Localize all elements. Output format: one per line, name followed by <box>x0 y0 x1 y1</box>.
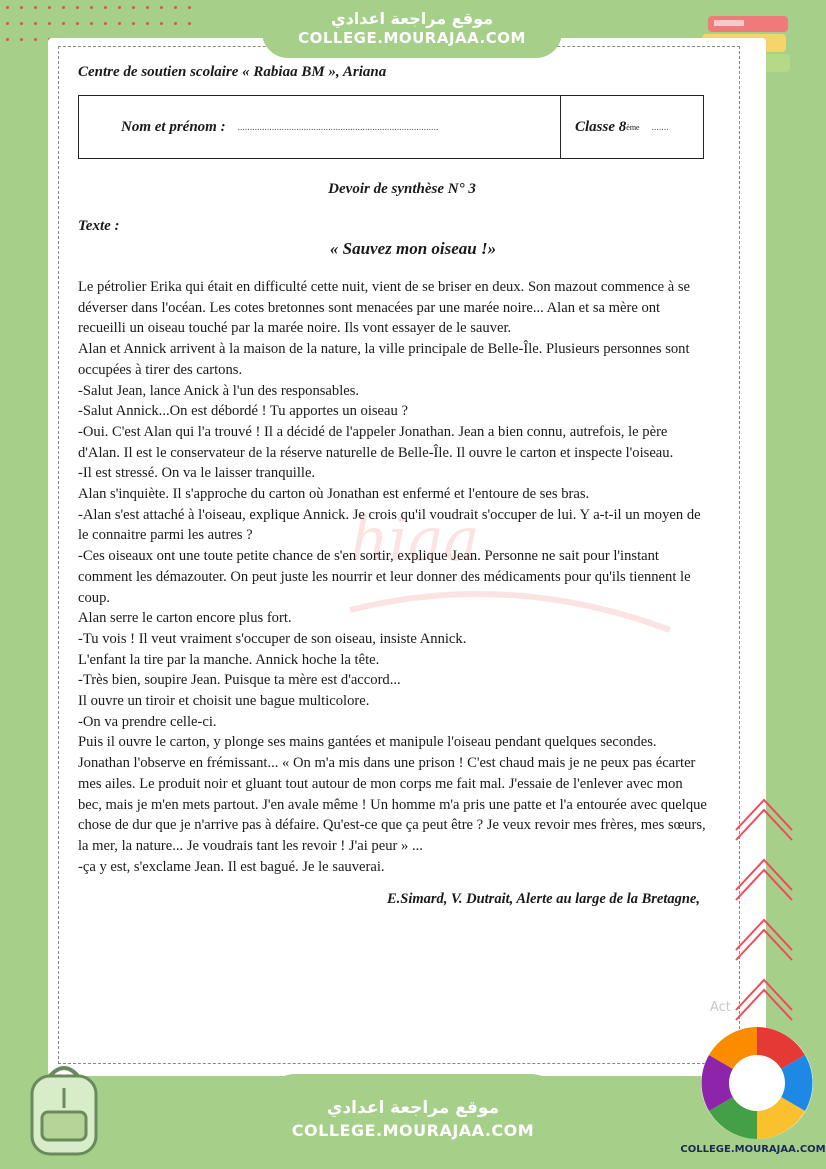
decor-dot <box>62 6 65 9</box>
text-label: Texte : <box>78 218 120 234</box>
decor-dot <box>174 22 177 25</box>
decor-dot <box>160 6 163 9</box>
decor-dot <box>20 22 23 25</box>
decor-dot <box>76 22 79 25</box>
decor-dot <box>188 6 191 9</box>
decor-dot <box>20 38 23 41</box>
decor-dot <box>34 6 37 9</box>
decor-dot <box>48 6 51 9</box>
decor-dot <box>20 6 23 9</box>
backpack-icon <box>14 1058 114 1158</box>
decor-dot <box>174 6 177 9</box>
class-label: Classe 8 <box>575 118 627 135</box>
bottom-site-banner[interactable] <box>265 1074 561 1169</box>
decor-dot <box>188 22 191 25</box>
decor-dot <box>132 6 135 9</box>
exam-title: Devoir de synthèse N° 3 <box>328 181 476 197</box>
banner-url[interactable]: COLLEGE.MOURAJAA.COM <box>298 29 526 47</box>
paragraph: -Oui. C'est Alan qui l'a trouvé ! Il a décidé de l'appeler Jonathan. Jean a bien connu, autrefois, le père d'Alan. Il est le conservateur de la réserve naturelle de Belle-Île. Il ouvre le carton et inspecte l'oiseau. <box>78 423 674 461</box>
decor-dot <box>6 22 9 25</box>
banner-arabic-name: موقع مراجعة اعدادي <box>330 9 494 28</box>
chevron-up-icon <box>732 790 796 1040</box>
document-content <box>78 60 708 908</box>
name-label: Nom et prénom : <box>121 118 226 135</box>
decor-dot <box>104 22 107 25</box>
decor-dot <box>90 6 93 9</box>
paragraph: -On va prendre celle-ci. <box>78 713 217 730</box>
paragraph: -Salut Annick...On est débordé ! Tu apportes un oiseau ? <box>78 403 408 420</box>
banner-arabic-name: موقع مراجعة اعدادي <box>326 1098 500 1118</box>
decor-dot <box>118 6 121 9</box>
paragraph: -Salut Jean, lance Anick à l'un des responsables. <box>78 382 360 399</box>
decor-dot <box>6 6 9 9</box>
decor-dot <box>62 22 65 25</box>
paragraph: Il ouvre un tiroir et choisit une bague multicolore. <box>78 693 370 710</box>
decor-dot <box>104 6 107 9</box>
paragraph: -Tu vois ! Il veut vraiment s'occuper de son oiseau, insiste Annick. <box>78 630 467 647</box>
decor-dot <box>34 38 37 41</box>
decor-dot <box>118 22 121 25</box>
name-field[interactable] <box>79 96 561 158</box>
paragraph: Alan et Annick arrivent à la maison de la nature, la ville principale de Belle-Île. Plusieurs personnes sont occupées à tirer des cartons. <box>78 341 690 378</box>
paragraph: -Très bien, soupire Jean. Puisque ta mère est d'accord... <box>78 672 401 689</box>
paragraph: -ça y est, s'exclame Jean. Il est bagué. Je le sauverai. <box>78 858 385 875</box>
banner-url[interactable]: COLLEGE.MOURAJAA.COM <box>291 1121 535 1140</box>
paragraph: -Il est stressé. On va le laisser tranquille. <box>78 465 316 482</box>
student-id-box <box>78 95 704 159</box>
svg-text:hiaa: hiaa <box>350 505 480 575</box>
story-body <box>78 277 708 877</box>
class-field[interactable] <box>561 96 703 158</box>
class-sup: ème <box>626 122 640 132</box>
school-header: Centre de soutien scolaire « Rabiaa BM », Ariana <box>78 64 387 80</box>
decor-dot <box>76 6 79 9</box>
paragraph: -Alan s'est attaché à l'oiseau, explique Annick. Je crois qu'il voudrait s'occuper de lui. Y a-t-il un moyen de le connaitre parmi les autres ? <box>78 506 701 544</box>
class-dots: ....... <box>651 122 669 132</box>
paragraph: Le pétrolier Erika qui était en difficulté cette nuit, vient de se briser en deux. Son mazout commence à se déverser dans l'océan. Les cotes bretonnes sont menacées par une marée noire... Alan et sa mère ont recueilli un oiseau touché par la marée noire. Ils vont essayer de le sauver. <box>78 279 691 337</box>
story-title: « Sauvez mon oiseau !» <box>329 239 497 258</box>
decor-dot <box>146 22 149 25</box>
decor-dot <box>90 22 93 25</box>
decor-dot <box>146 6 149 9</box>
activate-watermark: Act <box>710 1000 731 1015</box>
author-citation: E.Simard, V. Dutrait, Alerte au large de la Bretagne, <box>387 891 700 908</box>
paragraph: L'enfant la tire par la manche. Annick hoche la tête. <box>78 651 380 668</box>
decor-dot <box>160 22 163 25</box>
decor-dot <box>6 38 9 41</box>
decor-dot <box>48 22 51 25</box>
name-dots: .................................................................................. <box>237 122 439 132</box>
decor-dot <box>34 22 37 25</box>
paragraph: Alan serre le carton encore plus fort. <box>78 610 292 627</box>
paragraph: Alan s'inquiète. Il s'approche du carton où Jonathan est enfermé et l'entoure de ses bras. <box>78 486 590 503</box>
education-wheel-logo <box>694 1024 820 1142</box>
wheel-logo-caption: COLLEGE.MOURAJAA.COM <box>680 1144 826 1155</box>
paragraph: Puis il ouvre le carton, y plonge ses mains gantées et manipule l'oiseau pendant quelques secondes. Jonathan l'observe en frémissant... « On m'a mis dans une prison ! C'est chaud mais je ne peux pas écarter mes ailes. Le produit noir et gluant tout autour de mon corps me fait mal. J'essaie de l'enlever avec mon bec, mais je m'en mets partout. J'en avale même ! Un homme m'a pris une patte et l'a entourée avec quelque chose de dur que je n'arrive pas à défaire. Qu'est-ce que ça peut être ? Je veux revoir mes frères, mes sœurs, la mer, la nature... Je voudrais tant les revoir ! J'ai peur » ... <box>78 734 707 854</box>
paragraph: -Ces oiseaux ont une toute petite chance de s'en sortir, explique Jean. Personne ne sait pour l'instant comment les démazouter. On peut juste les nourrir et leur donner des médicaments pour qu'ils tiennent le coup. <box>78 548 691 606</box>
top-site-banner[interactable] <box>262 0 562 58</box>
decor-dot <box>132 22 135 25</box>
